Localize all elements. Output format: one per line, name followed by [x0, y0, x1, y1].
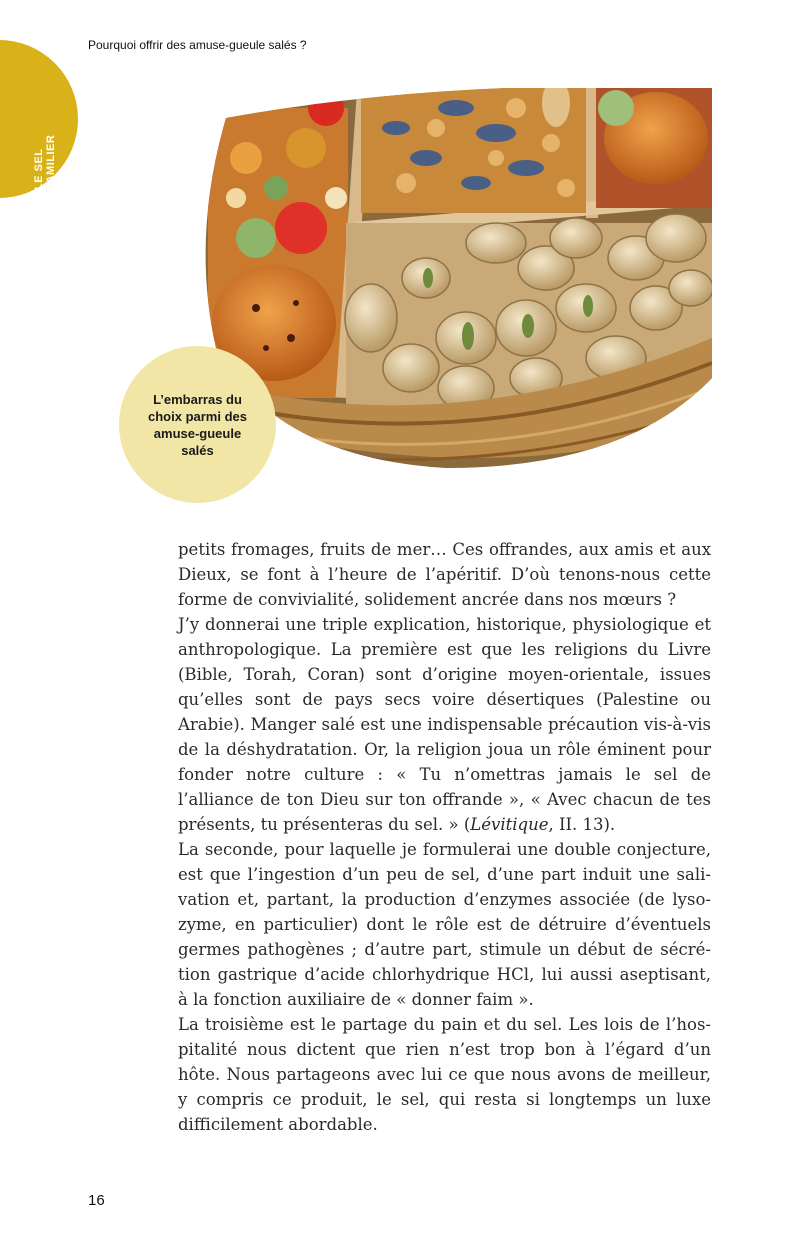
citation-work: Lévitique [470, 815, 549, 834]
paragraph: petits fromages, fruits de mer… Ces offrandes, aux amis et aux Dieux, se font à l’heure de l’apéritif. D’où tenons-nous cette forme de convivialité, solidement ancrée dans nos mœurs ? [178, 540, 711, 609]
running-title: Pourquoi offrir des amuse-gueule salés ? [88, 38, 307, 52]
body-text [178, 537, 711, 1137]
paragraph: La troisième est le partage du pain et du sel. Les lois de l’hospitalité nous dictent que rien n’est trop bon à l’égard d’un hôte. Nous partageons avec lui ce que nous avons de meilleur, y compris ce produit, le sel, qui resta si longtemps un luxe difficilement abordable. [178, 1015, 711, 1134]
section-label: LE SEL FAMILIER [33, 134, 57, 190]
figure-caption: L’embarras du choix parmi des amuse-gueule salés [148, 391, 247, 458]
paragraph [178, 612, 711, 837]
paragraph: La seconde, pour laquelle je formulerai une double conjecture, est que l’ingestion d’un peu de sel, d’une part induit une salivation et, partant, la production d’enzymes associée (de lysozyme, en particulier) dont le rôle est de détruire d’éventuels germes pathogènes ; d’autre part, stimule un début de sécrétion gastrique d’acide chlorhydrique HCl, lui aussi aseptisant, à la fonction auxiliaire de « donner faim ». [178, 840, 711, 1009]
figure-caption-bubble [119, 346, 276, 503]
paragraph-text: J’y donnerai une triple explication, historique, physiologique et anthropologique. La première est que les religions du Livre (Bible, Torah, Coran) sont d’origine moyen-orientale, issues qu’elles sont de pays secs voire désertiques (Palestine ou Arabie). Manger salé est une indispensable précaution vis-à-vis de la déshydratation. Or, la religion joua un rôle éminent pour fonder notre culture : « Tu n’omettras jamais le sel de l’alliance de ton Dieu sur ton offrande », « Avec chacun de tes présents, tu présenteras du sel. » ( [178, 615, 711, 834]
citation-reference: , II. 13). [548, 815, 616, 834]
page-number: 16 [88, 1192, 105, 1209]
